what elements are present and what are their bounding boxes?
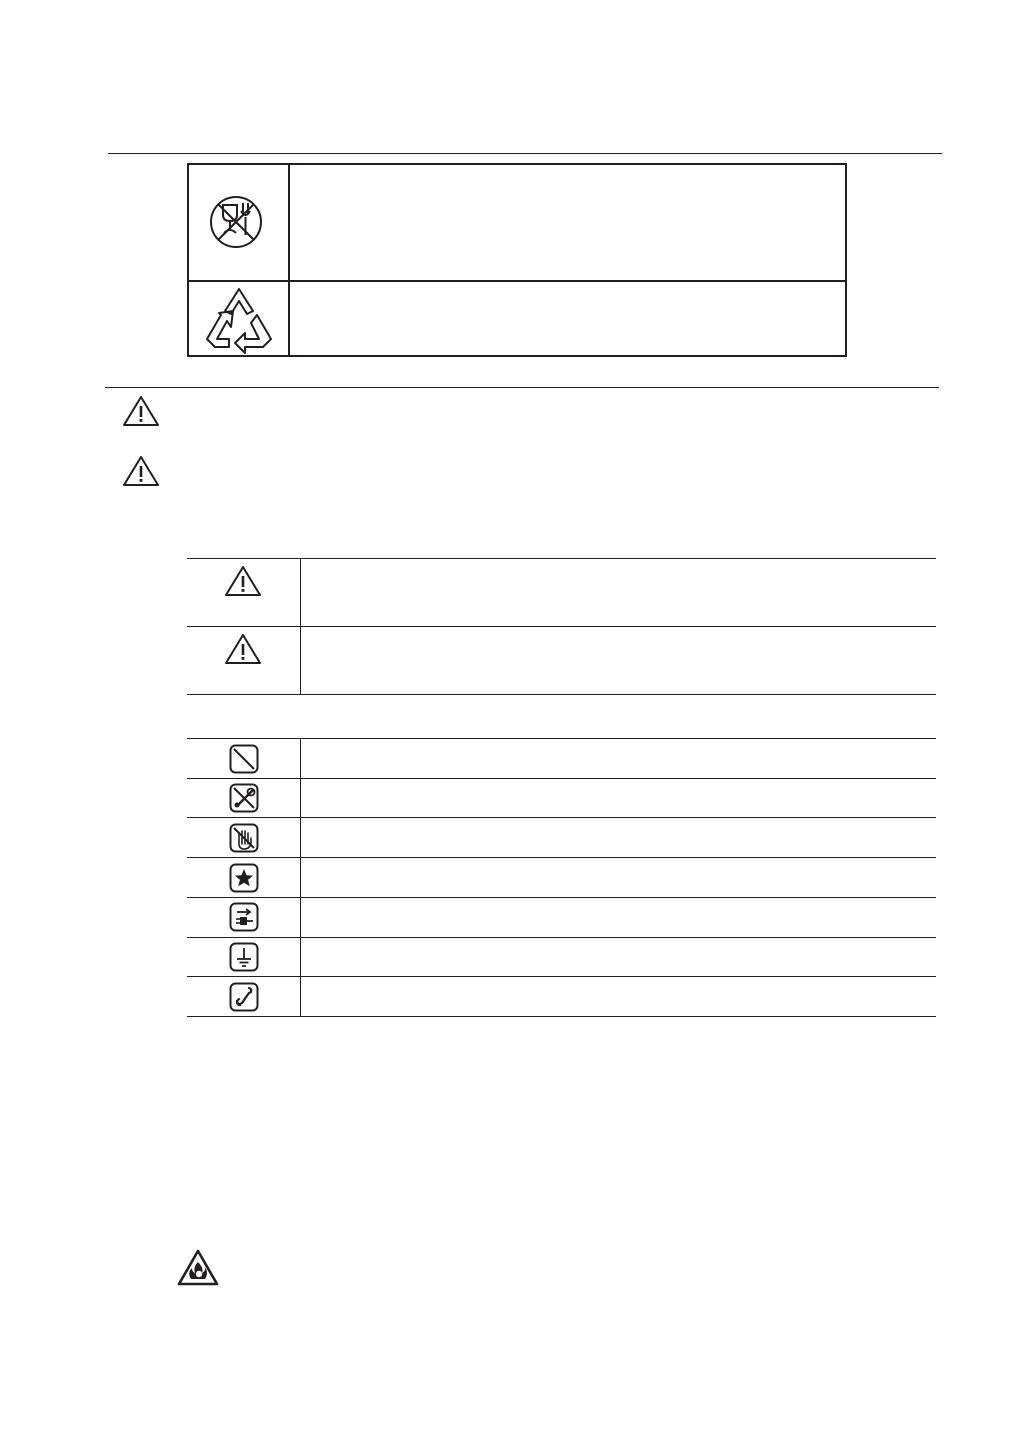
- symbol-table: [187, 163, 847, 357]
- warning-triangle-icon: [122, 395, 160, 427]
- do-not-touch-icon: [229, 823, 259, 853]
- symbol-table-divider-h: [189, 280, 845, 282]
- warning-table-divider-v: [300, 558, 301, 694]
- notice-2: [122, 455, 160, 487]
- flammable-material-icon: [176, 1248, 220, 1288]
- prohibited-icon: [229, 744, 259, 774]
- section-divider: [105, 387, 939, 388]
- warning-table-bottom: [187, 694, 936, 695]
- not-food-contact-icon: [207, 193, 265, 251]
- warning-triangle-icon: [122, 455, 160, 487]
- symbol-table-divider-v: [288, 165, 290, 355]
- follow-directions-star-icon: [229, 863, 259, 893]
- instruction-row-line: [187, 1016, 936, 1017]
- warning-triangle-icon: [224, 633, 262, 665]
- warning-triangle-icon: [224, 565, 262, 597]
- do-not-disassemble-icon: [229, 783, 259, 813]
- notice-1: [122, 395, 160, 427]
- recycle-icon: [203, 283, 275, 355]
- instruction-table-divider-v: [300, 738, 301, 1016]
- warning-table: [187, 558, 936, 694]
- top-divider: [108, 153, 942, 154]
- ground-icon: [229, 942, 259, 972]
- instruction-table: [187, 738, 936, 1017]
- contact-service-phone-icon: [229, 982, 259, 1012]
- unplug-icon: [229, 902, 259, 932]
